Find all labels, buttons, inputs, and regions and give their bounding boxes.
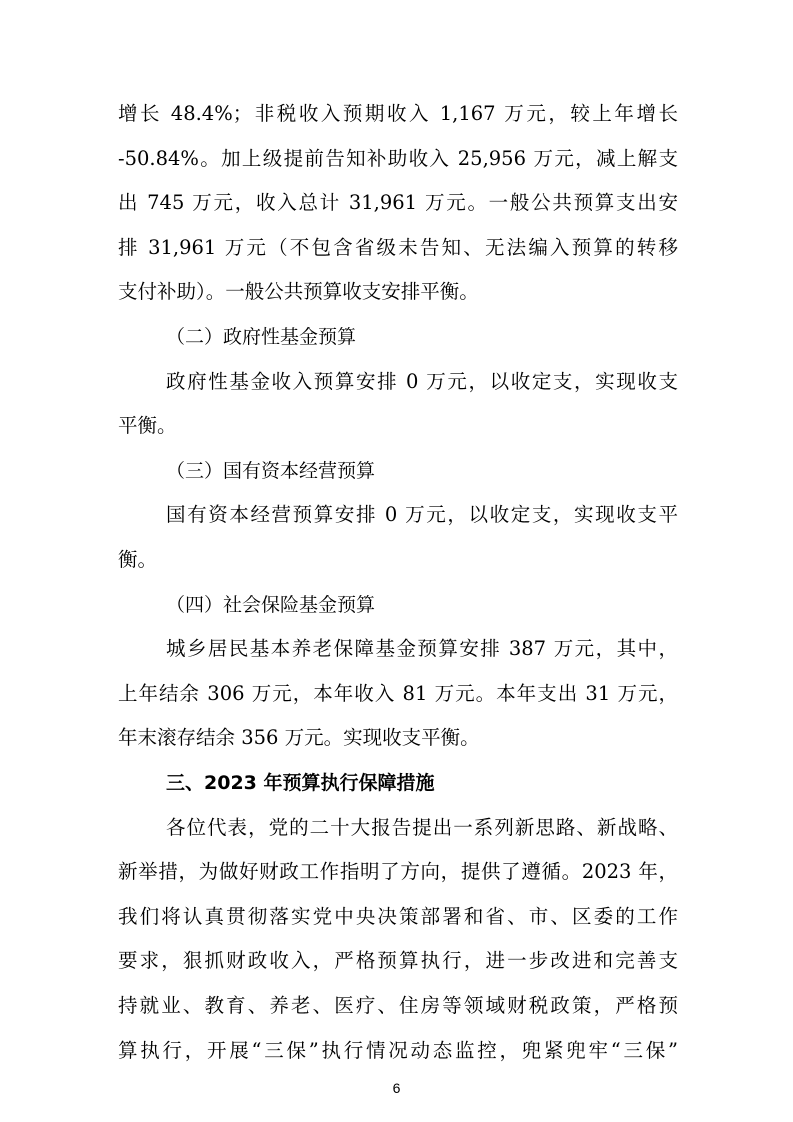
paragraph-line: 政府性基金收入预算安排 0 万元，以收定支，实现收支 — [166, 369, 678, 393]
paragraph-line: 新举措，为做好财政工作指明了方向，提供了遵循。2023 年， — [118, 860, 678, 884]
paragraph-line: 城乡居民基本养老保障基金预算安排 387 万元，其中， — [166, 637, 678, 661]
paragraph-line: 我们将认真贯彻落实党中央决策部署和省、市、区委的工作 — [118, 904, 678, 928]
section-heading-government-fund: （二）政府性基金预算 — [166, 326, 357, 348]
paragraph-line: 排 31,961 万元（不包含省级未告知、无法编入预算的转移 — [118, 235, 678, 259]
section-heading-state-capital: （三）国有资本经营预算 — [166, 459, 376, 482]
paragraph-line: 算执行，开展“三保”执行情况动态监控，兜紧兜牢“三保” — [118, 1038, 678, 1062]
page-number: 6 — [392, 1080, 401, 1096]
paragraph-line: -50.84%。加上级提前告知补助收入 25,956 万元，减上解支 — [118, 146, 678, 170]
section-heading-measures: 三、2023 年预算执行保障措施 — [166, 772, 435, 794]
section-heading-social-insurance: （四）社会保险基金预算 — [166, 593, 376, 616]
paragraph-line: 衡。 — [118, 548, 158, 571]
paragraph-line: 各位代表，党的二十大报告提出一系列新思路、新战略、 — [166, 815, 678, 839]
paragraph-line: 平衡。 — [118, 414, 177, 438]
paragraph-line: 上年结余 306 万元，本年收入 81 万元。本年支出 31 万元， — [118, 681, 678, 705]
paragraph-line: 持就业、教育、养老、医疗、住房等领域财税政策，严格预 — [118, 994, 678, 1017]
paragraph-line: 要求，狠抓财政收入，严格预算执行，进一步改进和完善支 — [118, 949, 678, 973]
paragraph-line: 国有资本经营预算安排 0 万元，以收定支，实现收支平 — [166, 503, 678, 527]
paragraph-line: 增长 48.4%；非税收入预期收入 1,167 万元，较上年增长 — [118, 102, 678, 125]
paragraph-line: 出 745 万元，收入总计 31,961 万元。一般公共预算支出安 — [118, 191, 678, 215]
paragraph-line: 年末滚存结余 356 万元。实现收支平衡。 — [118, 726, 480, 750]
paragraph-line: 支付补助）。一般公共预算收支安排平衡。 — [118, 280, 479, 304]
